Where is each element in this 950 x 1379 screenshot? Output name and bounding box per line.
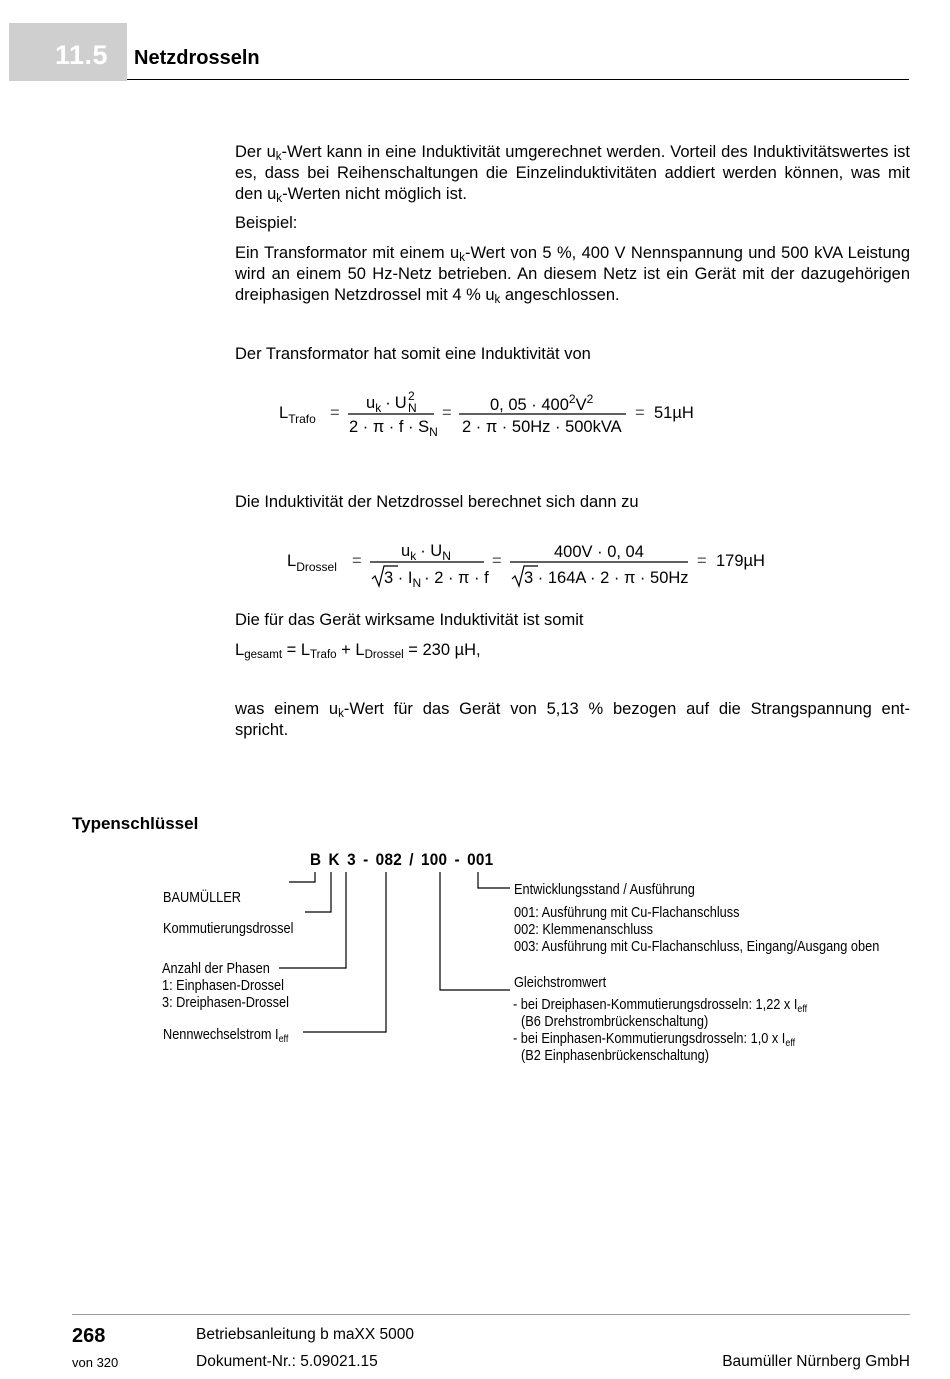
label-gleichstrom-4: (B2 Einphasenbrückenschaltung) [521, 1048, 709, 1064]
label-kommutierung: Kommutierungsdrossel [163, 921, 294, 937]
trafo-num-1-sup: 2 [408, 389, 415, 403]
summary-paragraph-line1: was einem $u_k$-Wert für das Gerät von 5,13 % bezogen auf die Strangspannung ent- [235, 700, 910, 720]
trafo-num-1: $u_k \cdot U$ [366, 394, 407, 415]
typekey-code: B K 3 - 082 / 100 - 001 [310, 850, 494, 869]
drossel-result: 179µH [716, 552, 765, 570]
footer-rule [72, 1314, 910, 1315]
connector-entwicklung [478, 872, 510, 888]
typekey-title: Typenschlüssel [72, 814, 199, 833]
drossel-den-1: $3 \cdot I_N \cdot 2 \cdot \pi \cdot f$ [384, 569, 489, 590]
example-label: Beispiel: [235, 214, 298, 232]
label-phasen-3: 3: Dreiphasen-Drossel [162, 995, 289, 1011]
connector-gleichstrom [440, 872, 510, 990]
section-number: 11.5 [55, 40, 109, 70]
summary-line: Die für das Gerät wirksame Induktivität ist somit [235, 611, 584, 629]
drossel-intro: Die Induktivität der Netzdrossel berechnet sich dann zu [235, 493, 639, 511]
trafo-eq-1: = [330, 404, 340, 422]
drossel-eq-2: = [492, 552, 502, 570]
connector-nennstrom [303, 872, 386, 1032]
footer-doc-title: Betriebsanleitung b maXX 5000 [196, 1326, 415, 1343]
label-gleichstrom-1: - bei Dreiphasen-Kommutierungsdrosseln: 1,22 x $I_{eff}$ [513, 997, 808, 1015]
footer-page-total: von 320 [72, 1355, 119, 1370]
summary-paragraph-line2: spricht. [235, 721, 289, 739]
drossel-eq-1: = [352, 552, 362, 570]
drossel-num-2: 400V · 0, 04 [554, 543, 644, 561]
label-nennstrom: Nennwechselstrom $I_{eff}$ [163, 1027, 289, 1045]
summary-equation: $L_{gesamt} = L_{Trafo} + L_{Drossel} = 230$ µH, [235, 641, 481, 661]
label-baumueller: BAUMÜLLER [163, 890, 242, 906]
trafo-num-1-sub: N [408, 401, 417, 415]
trafo-num-2: 0, $05 \cdot 400^2V^2$ [490, 392, 594, 414]
label-entwicklung-title: Entwicklungsstand / Ausführung [514, 882, 695, 898]
trafo-lhs: $L_{Trafo}$ [279, 404, 316, 426]
drossel-eq-3: = [697, 552, 707, 570]
trafo-den-1: $2 \cdot \pi \cdot f \cdot S_N$ [349, 418, 438, 439]
trafo-den-2: 2 · π · 50Hz · 500kVA [462, 418, 622, 436]
trafo-result: 51µH [654, 404, 694, 422]
connector-baumueller [289, 872, 315, 882]
label-entwicklung-002: 002: Klemmenanschluss [514, 922, 654, 938]
drossel-den-2: 3 · 164A · 2 · π · 50Hz [524, 569, 689, 587]
trafo-formula [279, 389, 694, 439]
trafo-intro: Der Transformator hat somit eine Induktivität von [235, 345, 591, 363]
section-title: Netzdrosseln [134, 47, 260, 69]
drossel-num-1: $u_k \cdot U_N$ [401, 542, 451, 563]
footer-doc-number: Dokument-Nr.: 5.09021.15 [196, 1353, 378, 1370]
connector-phasen [279, 872, 346, 968]
label-gleichstrom-title: Gleichstromwert [514, 975, 607, 991]
drossel-lhs: $L_{Drossel}$ [287, 552, 337, 574]
label-entwicklung-003: 003: Ausführung mit Cu-Flachanschluss, Eingang/Ausgang oben [514, 939, 880, 955]
trafo-eq-3: = [635, 404, 645, 422]
drossel-formula [287, 542, 765, 590]
label-gleichstrom-3: - bei Einphasen-Kommutierungsdrosseln: 1,0 x $I_{eff}$ [513, 1031, 796, 1049]
intro-paragraph-1: Der $u_k$-Wert kann in eine Induktivität umgerechnet werden. Vorteil des Induktivitätswertes ist es, dass bei Reihenschaltungen die Einzelinduktivitäten addiert werden können, was mit den $u_k$-Werten nicht möglich ist. [235, 143, 910, 205]
footer-company: Baumüller Nürnberg GmbH [722, 1353, 910, 1370]
label-entwicklung-001: 001: Ausführung mit Cu-Flachanschluss [514, 905, 740, 921]
label-phasen-title: Anzahl der Phasen [162, 961, 270, 977]
trafo-eq-2: = [442, 404, 452, 422]
typekey-connectors [279, 872, 510, 1032]
intro-paragraph-2: Ein Transformator mit einem $u_k$-Wert von 5 %, 400 V Nennspannung und 500 kVA Leistung wird an einem 50 Hz-Netz betrieben. An diesem Netz ist ein Gerät mit der dazugehörigen dreiphasigen Netzdrossel mit 4 % $u_k$ angeschlossen. [235, 244, 910, 306]
label-phasen-1: 1: Einphasen-Drossel [162, 978, 285, 994]
connector-kommutierung [305, 872, 331, 912]
label-gleichstrom-2: (B6 Drehstrombrückenschaltung) [521, 1014, 709, 1030]
footer-page-number: 268 [72, 1325, 106, 1347]
